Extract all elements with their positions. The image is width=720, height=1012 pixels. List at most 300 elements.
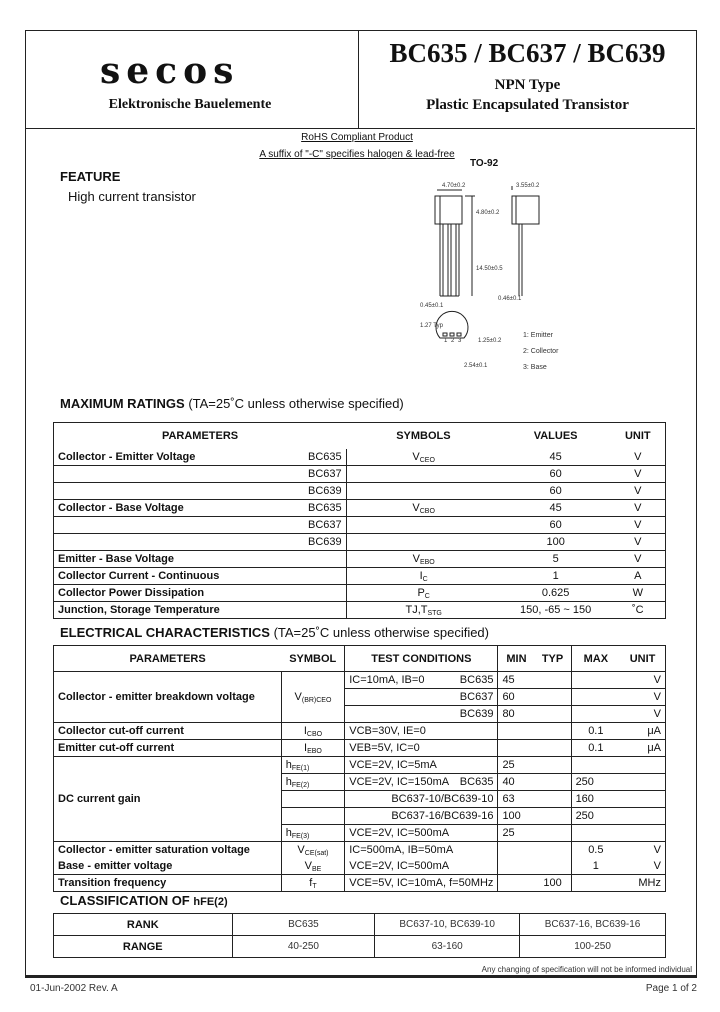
range-cell: 63-160 [375, 936, 520, 958]
unit-text: V [634, 485, 642, 497]
header-row [54, 646, 666, 672]
rating-row [54, 500, 666, 517]
rating-row [54, 466, 666, 483]
test-condition [345, 689, 498, 706]
header-parameters-text: PARAMETERS [129, 652, 206, 665]
min [498, 875, 535, 892]
unit [611, 449, 666, 466]
base-emitter-row [54, 858, 666, 875]
transition-frequency-row [54, 875, 666, 892]
feature-text: High current transistor [68, 189, 196, 204]
test-condition [345, 858, 498, 875]
rank-cell: BC637-16, BC639-16 [520, 914, 666, 936]
symbol-text: V [412, 501, 420, 514]
part-number-text: BC635 [307, 502, 342, 514]
parameter-name [54, 842, 282, 859]
part-description: Plastic Encapsulated Transistor [426, 97, 629, 113]
unit [620, 808, 665, 825]
part-number [253, 483, 346, 500]
part-number: BC637-10/BC639-10 [391, 793, 494, 805]
test-condition-text: VCE=2V, IC=150mA [349, 776, 450, 788]
max-ratings-title: MAXIMUM RATINGS [60, 396, 185, 411]
typ [534, 808, 571, 825]
electrical-heading [60, 625, 489, 640]
dc-gain-row [54, 757, 666, 774]
header-min-text: MIN [506, 652, 527, 665]
max-text: 0.1 [588, 742, 604, 754]
min-text: 63 [502, 793, 515, 805]
symbol-text: P [417, 586, 425, 599]
unit-text: V [653, 691, 661, 703]
unit [620, 875, 665, 892]
value-text: 150, -65 ~ 150 [520, 604, 592, 616]
secos-logo: secos [100, 50, 240, 92]
part-type: NPN Type [494, 77, 561, 93]
typ [534, 672, 571, 689]
header-max-text: MAX [583, 652, 609, 665]
dim-width: 4.70±0.2 [442, 183, 466, 189]
range-cell: 100-250 [520, 936, 666, 958]
symbol-subscript: CEO [419, 456, 435, 464]
part-number [253, 568, 346, 585]
test-condition [345, 723, 498, 740]
unit-text: V [634, 451, 642, 463]
max-ratings-table [53, 422, 666, 619]
typ [534, 689, 571, 706]
part-number: BC639 [459, 708, 494, 720]
max [571, 706, 620, 723]
parameter-name [54, 602, 254, 619]
typ [534, 825, 571, 842]
header-test-conditions [345, 646, 498, 672]
header-test-conditions-text: TEST CONDITIONS [371, 652, 472, 665]
unit [611, 483, 666, 500]
parameter-name [54, 723, 282, 740]
value-text: 45 [549, 502, 562, 514]
part-number-text: BC639 [307, 485, 342, 497]
min-text: 100 [502, 810, 521, 822]
max-ratings-heading [60, 396, 404, 411]
part-number: BC637-16/BC639-16 [391, 810, 494, 822]
part-number [253, 517, 346, 534]
unit-text: V [653, 708, 661, 720]
symbol-subscript: C [424, 592, 430, 600]
unit [611, 602, 666, 619]
unit [611, 466, 666, 483]
parameter-name-text: Transition frequency [58, 877, 167, 889]
symbol-text: h [285, 775, 292, 788]
header-divider [358, 30, 359, 128]
max [571, 757, 620, 774]
max [571, 689, 620, 706]
unit [611, 534, 666, 551]
electrical-condition: (TA=25˚C unless otherwise specified) [273, 625, 489, 640]
symbol [346, 483, 501, 500]
symbol-text: V [297, 843, 305, 856]
symbol-text: TJ,T [405, 603, 428, 616]
classification-title: CLASSIFICATION OF [60, 893, 190, 908]
unit-text: V [653, 844, 661, 856]
symbol [281, 875, 345, 892]
rank-row [54, 914, 666, 936]
rank-cell: BC635 [232, 914, 375, 936]
min [498, 791, 535, 808]
symbol [281, 808, 345, 825]
min [498, 774, 535, 791]
range-cell: 40-250 [232, 936, 375, 958]
parameter-name [54, 449, 254, 466]
symbol [281, 825, 345, 842]
test-condition [345, 875, 498, 892]
rating-row [54, 483, 666, 500]
rank-label: RANK [54, 914, 233, 936]
value-text: 0.625 [541, 587, 570, 599]
rating-row [54, 449, 666, 466]
symbol-subscript: CE(sat) [304, 849, 329, 857]
unit-text: V [634, 536, 642, 548]
rating-row [54, 585, 666, 602]
dim-lead-width: 0.45±0.1 [420, 303, 444, 309]
symbol-subscript: C [422, 575, 428, 583]
company-tagline: Elektronische Bauelemente [108, 97, 272, 112]
symbol [281, 757, 345, 774]
min-text: 40 [502, 776, 515, 788]
symbol [281, 842, 345, 859]
test-condition-text: VCE=2V, IC=500mA [349, 827, 450, 839]
parameter-name-text: Collector - Base Voltage [58, 502, 184, 514]
max [571, 723, 620, 740]
symbol [346, 466, 501, 483]
parameter-name [54, 585, 254, 602]
header-min [498, 646, 535, 672]
max-text: 0.5 [588, 844, 604, 856]
test-condition [345, 706, 498, 723]
symbol [281, 740, 345, 757]
unit-text: V [634, 468, 642, 480]
pin-number: 2 [451, 338, 455, 344]
max-text: 250 [575, 810, 594, 822]
part-number: BC635 [459, 776, 494, 788]
package-name: TO-92 [470, 158, 499, 169]
parameter-name-text: DC current gain [58, 793, 141, 805]
value-text: 100 [546, 536, 565, 548]
feature-heading: FEATURE [60, 169, 121, 184]
min-text: 25 [502, 759, 515, 771]
package-drawing [420, 170, 590, 380]
range-row [54, 936, 666, 958]
test-condition-text: VCB=30V, IE=0 [349, 725, 426, 737]
dim-spacing: 2.54±0.1 [464, 363, 488, 369]
test-condition-text: IC=500mA, IB=50mA [349, 844, 454, 856]
test-condition [345, 740, 498, 757]
typ [534, 757, 571, 774]
symbol [281, 672, 345, 723]
max [571, 858, 620, 875]
unit [611, 585, 666, 602]
page-number: Page 1 of 2 [645, 983, 697, 994]
test-condition [345, 842, 498, 859]
unit [611, 500, 666, 517]
typ [534, 842, 571, 859]
symbol-text: V [304, 859, 312, 872]
value [501, 534, 611, 551]
test-condition [345, 774, 498, 791]
unit-text: V [634, 502, 642, 514]
unit [620, 825, 665, 842]
symbol-text: I [304, 741, 308, 754]
part-number [253, 466, 346, 483]
unit [620, 672, 665, 689]
symbol-subscript: FE(2) [291, 781, 310, 789]
test-condition-text: VCE=2V, IC=500mA [349, 860, 450, 872]
unit [611, 517, 666, 534]
header-symbols [346, 423, 501, 450]
symbol [346, 585, 501, 602]
value [501, 602, 611, 619]
header-unit [611, 423, 666, 450]
rating-row [54, 517, 666, 534]
part-number [253, 551, 346, 568]
max-ratings-condition: (TA=25˚C unless otherwise specified) [188, 396, 404, 411]
part-number [253, 602, 346, 619]
part-number [253, 449, 346, 466]
unit [611, 551, 666, 568]
header-max [571, 646, 620, 672]
symbol [281, 858, 345, 875]
symbol-text: V [412, 552, 420, 565]
test-condition [345, 757, 498, 774]
test-condition [345, 825, 498, 842]
symbol [346, 602, 501, 619]
header-symbol [281, 646, 345, 672]
parameter-name-text: Collector Current - Continuous [58, 570, 220, 582]
rating-row [54, 568, 666, 585]
part-number-text: BC635 [307, 451, 342, 463]
test-condition-text: VCE=5V, IC=10mA, f=50MHz [349, 877, 494, 889]
dim-lead-length: 14.50±0.5 [476, 266, 503, 272]
unit-text: V [634, 519, 642, 531]
max [571, 774, 620, 791]
symbol [346, 551, 501, 568]
classification-table [53, 913, 666, 958]
symbol-subscript: FE(3) [291, 832, 310, 840]
parameter-name [54, 757, 282, 842]
symbol [346, 449, 501, 466]
min [498, 672, 535, 689]
classification-heading [60, 893, 228, 908]
part-number [253, 500, 346, 517]
unit [620, 774, 665, 791]
typ [534, 875, 571, 892]
symbol-subscript: CBO [306, 730, 323, 738]
pin-number: 1 [444, 338, 448, 344]
unit [620, 740, 665, 757]
symbol-text: I [303, 724, 307, 737]
test-condition-text: VEB=5V, IC=0 [349, 742, 420, 754]
value-text: 1 [552, 570, 559, 582]
part-number-text: BC637 [307, 468, 342, 480]
parameter-name [54, 875, 282, 892]
value [501, 585, 611, 602]
unit-text: V [634, 553, 642, 565]
part-title: BC635 / BC637 / BC639 [389, 38, 666, 68]
parameter-name [54, 517, 254, 534]
unit [620, 689, 665, 706]
max [571, 740, 620, 757]
header-row [54, 423, 666, 450]
max-text: 0.1 [588, 725, 604, 737]
max-text: 250 [575, 776, 594, 788]
symbol-subscript: EBO [307, 747, 322, 755]
header-unit-text: UNIT [629, 652, 656, 665]
test-condition-text: VCE=2V, IC=5mA [349, 759, 437, 771]
unit-text: μA [647, 742, 661, 754]
part-number-text: BC639 [307, 536, 342, 548]
dim-lead-thickness: 0.46±0.1 [498, 296, 522, 302]
parameter-name-text: Junction, Storage Temperature [58, 604, 220, 616]
parameter-name [54, 551, 254, 568]
value-text: 60 [549, 468, 562, 480]
symbol [281, 774, 345, 791]
max [571, 825, 620, 842]
test-condition [345, 672, 498, 689]
symbol-subscript: EBO [419, 558, 435, 566]
parameter-name-text: Collector Power Dissipation [58, 587, 205, 599]
pin-label-base: 3: Base [523, 364, 547, 371]
dim-flat: 1.25±0.2 [478, 338, 502, 344]
unit-text: W [632, 587, 643, 599]
max-text: 160 [575, 793, 594, 805]
rank-cell: BC637-10, BC639-10 [375, 914, 520, 936]
symbol-subscript: T [312, 882, 317, 890]
header-values [501, 423, 611, 450]
saturation-row [54, 842, 666, 859]
min-text: 25 [502, 827, 515, 839]
max-text: 1 [592, 860, 599, 872]
rating-row [54, 602, 666, 619]
unit [620, 723, 665, 740]
spec-change-notice: Any changing of specification will not be informed individual [481, 965, 692, 974]
header-typ [534, 646, 571, 672]
rating-row [54, 534, 666, 551]
max [571, 875, 620, 892]
typ [534, 723, 571, 740]
value [501, 449, 611, 466]
symbol [346, 534, 501, 551]
value [501, 568, 611, 585]
symbol [346, 568, 501, 585]
min-text: 45 [502, 674, 515, 686]
value [501, 517, 611, 534]
max [571, 791, 620, 808]
parameter-name-text: Collector cut-off current [58, 725, 184, 737]
symbol [281, 791, 345, 808]
unit-text: A [634, 570, 642, 582]
symbol-text: h [285, 826, 292, 839]
header-symbols-text: SYMBOLS [396, 430, 451, 442]
min [498, 825, 535, 842]
parameter-name-text: Collector - emitter breakdown voltage [58, 691, 255, 703]
symbol-subscript: (BR)CEO [301, 696, 332, 704]
header-parameters [54, 423, 347, 450]
symbol-text: f [309, 876, 313, 889]
unit [620, 757, 665, 774]
breakdown-row [54, 672, 666, 689]
typ [534, 706, 571, 723]
value [501, 483, 611, 500]
max [571, 808, 620, 825]
value [501, 551, 611, 568]
test-condition [345, 791, 498, 808]
min [498, 723, 535, 740]
parameter-name [54, 568, 254, 585]
header-unit [620, 646, 665, 672]
parameter-name [54, 740, 282, 757]
header-parameters-text: PARAMETERS [161, 430, 239, 442]
typ-text: 100 [543, 877, 562, 889]
min [498, 757, 535, 774]
classification-symbol: hFE(2) [193, 896, 228, 908]
part-number-text: BC637 [307, 519, 342, 531]
unit [611, 568, 666, 585]
typ [534, 774, 571, 791]
electrical-table [53, 645, 666, 892]
value-text: 60 [549, 485, 562, 497]
symbol [346, 517, 501, 534]
value-text: 45 [549, 451, 562, 463]
parameter-name [54, 466, 254, 483]
unit [620, 791, 665, 808]
condition-text: IC=10mA, IB=0 [349, 674, 425, 686]
part-number: BC637 [459, 691, 494, 703]
part-number: BC635 [459, 674, 494, 686]
symbol-text: h [285, 758, 292, 771]
range-label: RANGE [54, 936, 233, 958]
min [498, 740, 535, 757]
symbol-text: I [419, 569, 423, 582]
value-text: 60 [549, 519, 562, 531]
halogen-note: A suffix of "-C" specifies halogen & lead-free [259, 149, 455, 160]
min-text: 60 [502, 691, 515, 703]
max [571, 842, 620, 859]
revision-date: 01-Jun-2002 Rev. A [30, 983, 118, 994]
symbol-subscript: BE [311, 865, 322, 873]
unit [620, 842, 665, 859]
parameter-name-text: Emitter cut-off current [58, 742, 175, 754]
parameter-name-text: Base - emitter voltage [58, 860, 173, 872]
min-text: 80 [502, 708, 515, 720]
electrical-title: ELECTRICAL CHARACTERISTICS [60, 625, 270, 640]
symbol-text: V [412, 450, 420, 463]
dim-body-height: 4.80±0.2 [476, 210, 500, 216]
typ [534, 858, 571, 875]
unit-text: μA [647, 725, 661, 737]
unit-text: MHz [638, 877, 661, 889]
header-typ-text: TYP [541, 652, 564, 665]
collector-cutoff-row [54, 723, 666, 740]
unit-text: V [653, 860, 661, 872]
dim-pitch: 1.27 Typ [420, 323, 443, 329]
value-text: 5 [552, 553, 559, 565]
part-number [253, 585, 346, 602]
symbol-subscript: FE(1) [291, 764, 310, 772]
symbol [346, 500, 501, 517]
unit-text: ˚C [631, 604, 644, 616]
value [501, 500, 611, 517]
min [498, 689, 535, 706]
min [498, 842, 535, 859]
parameter-name-text: Collector - emitter saturation voltage [58, 844, 250, 856]
